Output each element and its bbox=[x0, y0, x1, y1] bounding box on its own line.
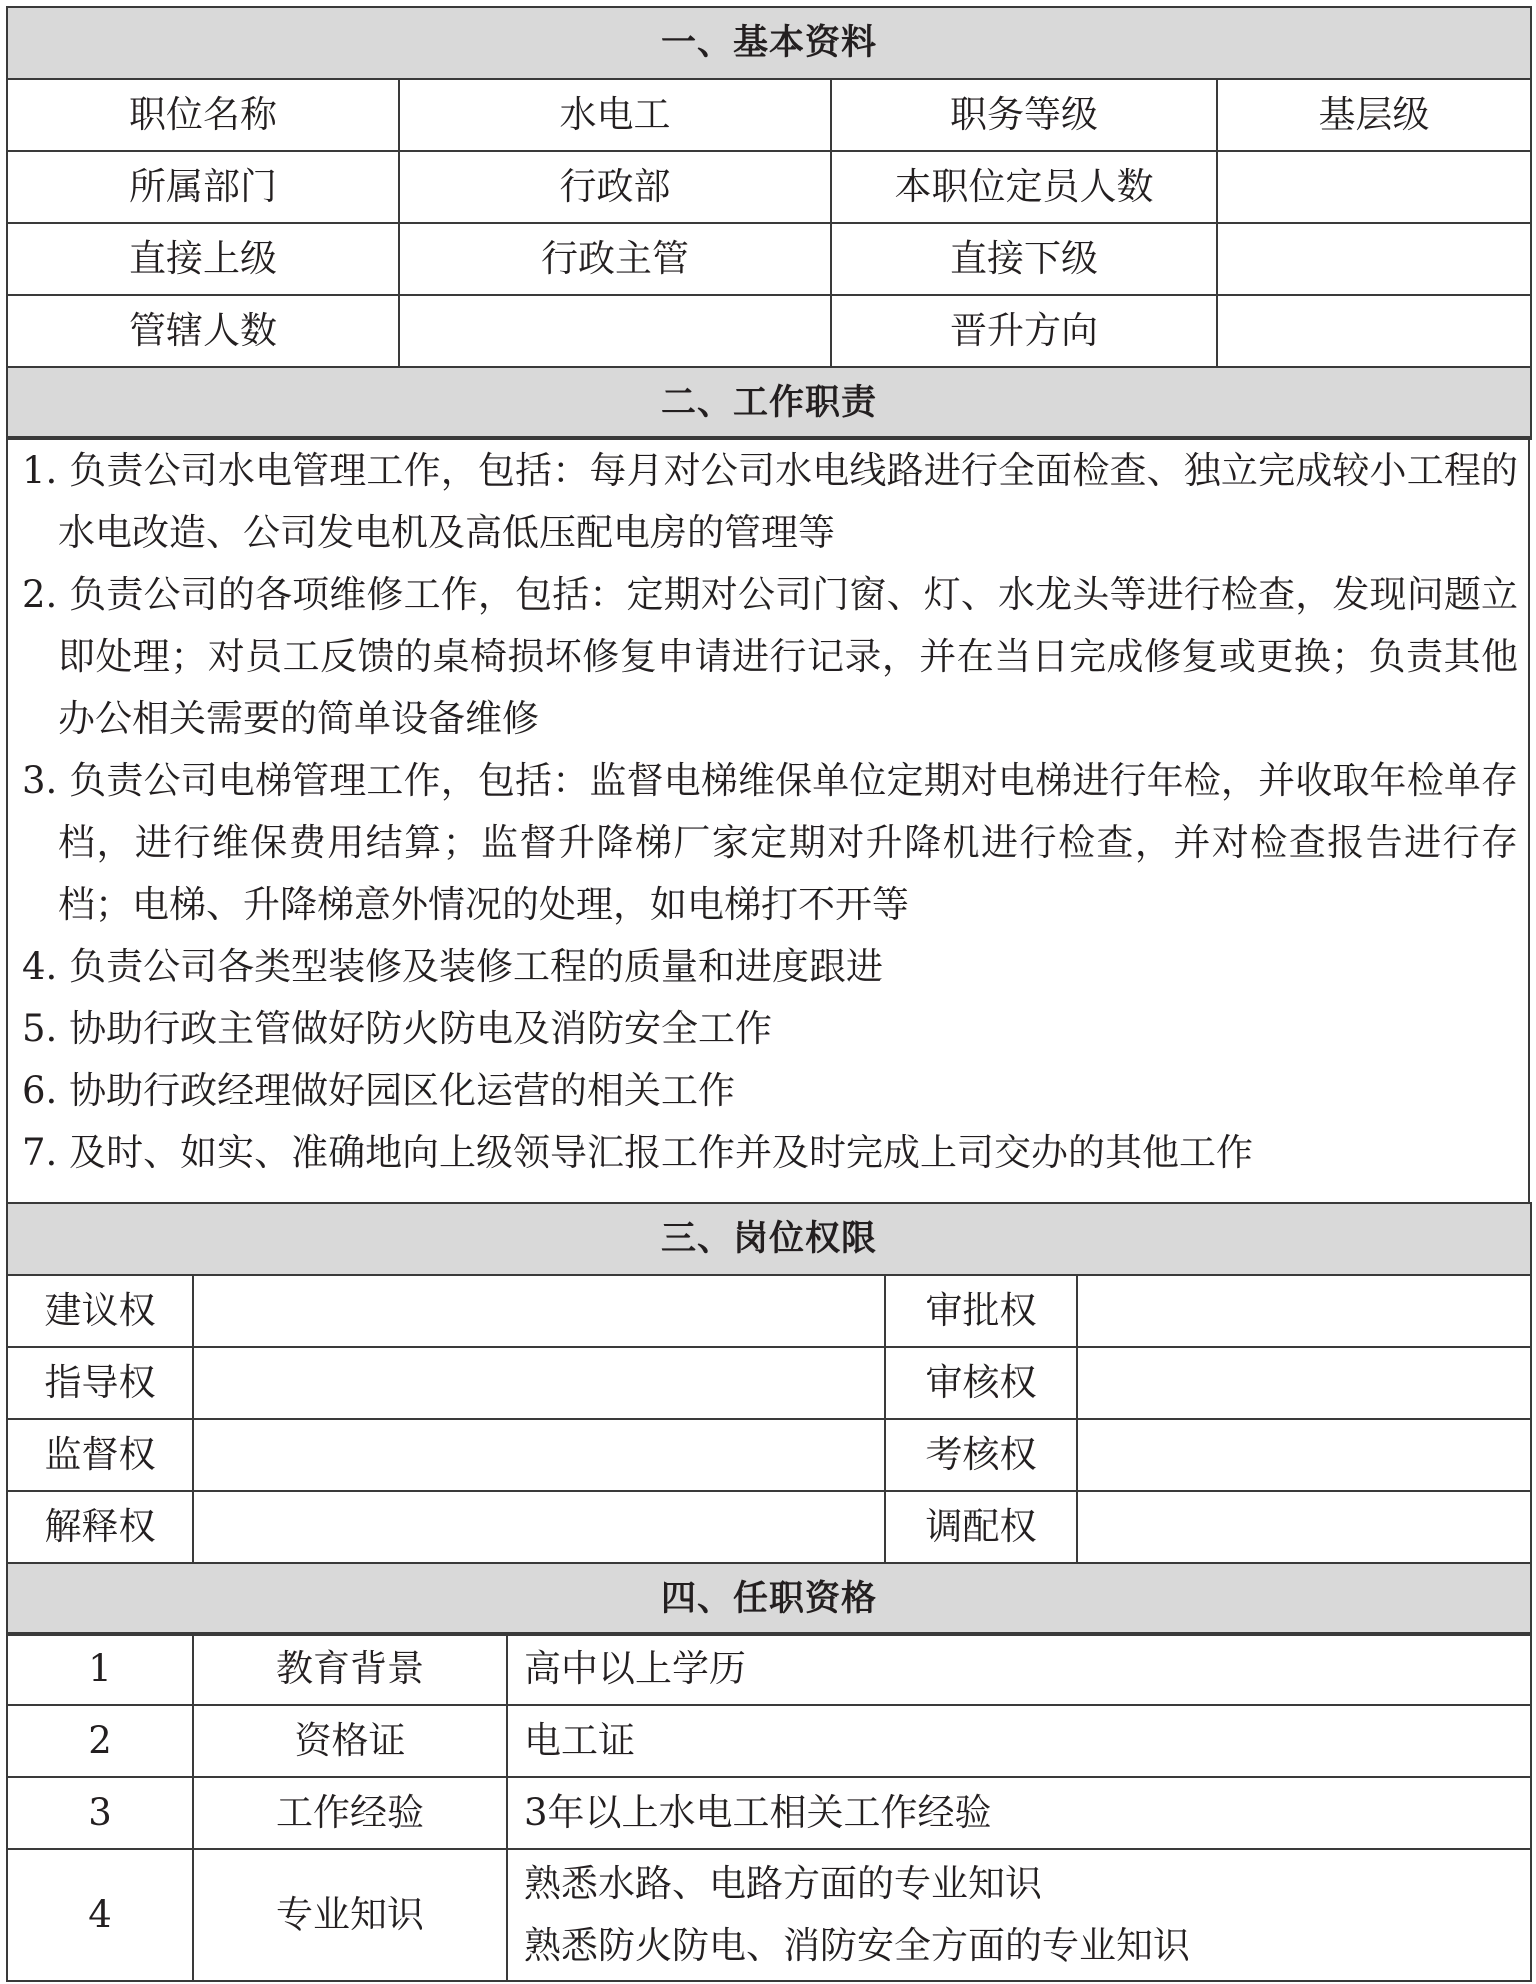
authority-value bbox=[1077, 1347, 1531, 1419]
requirement-line: 熟悉水路、电路方面的专业知识 bbox=[524, 1862, 1042, 1905]
label-cell: 直接上级 bbox=[7, 223, 399, 295]
label-cell: 晋升方向 bbox=[831, 295, 1217, 367]
qualification-number: 3 bbox=[7, 1777, 193, 1849]
qualification-requirement: 电工证 bbox=[507, 1705, 1531, 1777]
label-cell: 职务等级 bbox=[831, 79, 1217, 151]
duty-item: 7. 及时、如实、准确地向上级领导汇报工作并及时完成上司交办的其他工作 bbox=[22, 1131, 1254, 1174]
value-cell bbox=[1217, 151, 1531, 223]
qualification-item: 专业知识 bbox=[193, 1849, 507, 1981]
authority-table bbox=[6, 1202, 1532, 1636]
authority-value bbox=[193, 1419, 885, 1491]
basic-info-header: 一、基本资料 bbox=[7, 7, 1531, 79]
duties-table bbox=[6, 436, 1530, 1206]
duty-item: 2. 负责公司的各项维修工作，包括：定期对公司门窗、灯、水龙头等进行检查，发现问题立即处理；对员工反馈的桌椅损坏修复申请进行记录，并在当日完成修复或更换；负责其他办公相关需要的简单设备维修 bbox=[22, 573, 1518, 740]
authority-label: 解释权 bbox=[7, 1491, 193, 1563]
qualification-number: 4 bbox=[7, 1849, 193, 1981]
qualification-row bbox=[7, 1633, 1531, 1705]
authority-row bbox=[7, 1491, 1531, 1563]
label-cell: 管辖人数 bbox=[7, 295, 399, 367]
qualification-requirement: 高中以上学历 bbox=[507, 1633, 1531, 1705]
authority-value bbox=[193, 1275, 885, 1347]
qualification-number: 2 bbox=[7, 1705, 193, 1777]
basic-info-row bbox=[7, 223, 1531, 295]
authority-label: 审批权 bbox=[885, 1275, 1077, 1347]
qualification-requirement: 3年以上水电工相关工作经验 bbox=[507, 1777, 1531, 1849]
authority-value bbox=[1077, 1275, 1531, 1347]
qualification-item: 资格证 bbox=[193, 1705, 507, 1777]
value-cell: 行政部 bbox=[399, 151, 831, 223]
basic-info-table bbox=[6, 6, 1532, 440]
qualification-item: 工作经验 bbox=[193, 1777, 507, 1849]
authority-row bbox=[7, 1347, 1531, 1419]
qualification-row bbox=[7, 1849, 1531, 1981]
qualifications-table bbox=[6, 1632, 1532, 1982]
authority-label: 审核权 bbox=[885, 1347, 1077, 1419]
authority-row bbox=[7, 1275, 1531, 1347]
authority-value bbox=[193, 1347, 885, 1419]
duty-item: 1. 负责公司水电管理工作，包括：每月对公司水电线路进行全面检查、独立完成较小工程的水电改造、公司发电机及高低压配电房的管理等 bbox=[22, 449, 1518, 554]
authority-row bbox=[7, 1419, 1531, 1491]
authority-header: 三、岗位权限 bbox=[7, 1203, 1531, 1275]
authority-value bbox=[193, 1491, 885, 1563]
duty-item: 5. 协助行政主管做好防火防电及消防安全工作 bbox=[22, 1007, 773, 1050]
qualifications-header: 四、任职资格 bbox=[7, 1563, 1531, 1635]
value-cell: 水电工 bbox=[399, 79, 831, 151]
qualification-row bbox=[7, 1705, 1531, 1777]
authority-label: 监督权 bbox=[7, 1419, 193, 1491]
qualification-requirement bbox=[507, 1849, 1531, 1981]
authority-value bbox=[1077, 1419, 1531, 1491]
qualification-number: 1 bbox=[7, 1633, 193, 1705]
requirement-line: 熟悉防火防电、消防安全方面的专业知识 bbox=[524, 1924, 1190, 1967]
value-cell bbox=[1217, 223, 1531, 295]
value-cell bbox=[399, 295, 831, 367]
authority-label: 建议权 bbox=[7, 1275, 193, 1347]
duty-item: 4. 负责公司各类型装修及装修工程的质量和进度跟进 bbox=[22, 945, 884, 988]
qualification-row bbox=[7, 1777, 1531, 1849]
authority-label: 指导权 bbox=[7, 1347, 193, 1419]
authority-value bbox=[1077, 1491, 1531, 1563]
job-description-document bbox=[6, 6, 1530, 1978]
basic-info-row bbox=[7, 151, 1531, 223]
authority-label: 考核权 bbox=[885, 1419, 1077, 1491]
duty-item: 3. 负责公司电梯管理工作，包括：监督电梯维保单位定期对电梯进行年检，并收取年检单存档，进行维保费用结算；监督升降梯厂家定期对升降机进行检查，并对检查报告进行存档；电梯、升降梯意外情况的处理，如电梯打不开等 bbox=[22, 759, 1518, 926]
basic-info-row bbox=[7, 295, 1531, 367]
basic-info-row bbox=[7, 79, 1531, 151]
duties-header: 二、工作职责 bbox=[7, 367, 1531, 439]
qualification-item: 教育背景 bbox=[193, 1633, 507, 1705]
duties-cell bbox=[7, 437, 1529, 1205]
value-cell: 行政主管 bbox=[399, 223, 831, 295]
value-cell: 基层级 bbox=[1217, 79, 1531, 151]
label-cell: 直接下级 bbox=[831, 223, 1217, 295]
duty-item: 6. 协助行政经理做好园区化运营的相关工作 bbox=[22, 1069, 736, 1112]
value-cell bbox=[1217, 295, 1531, 367]
label-cell: 职位名称 bbox=[7, 79, 399, 151]
label-cell: 所属部门 bbox=[7, 151, 399, 223]
label-cell: 本职位定员人数 bbox=[831, 151, 1217, 223]
authority-label: 调配权 bbox=[885, 1491, 1077, 1563]
